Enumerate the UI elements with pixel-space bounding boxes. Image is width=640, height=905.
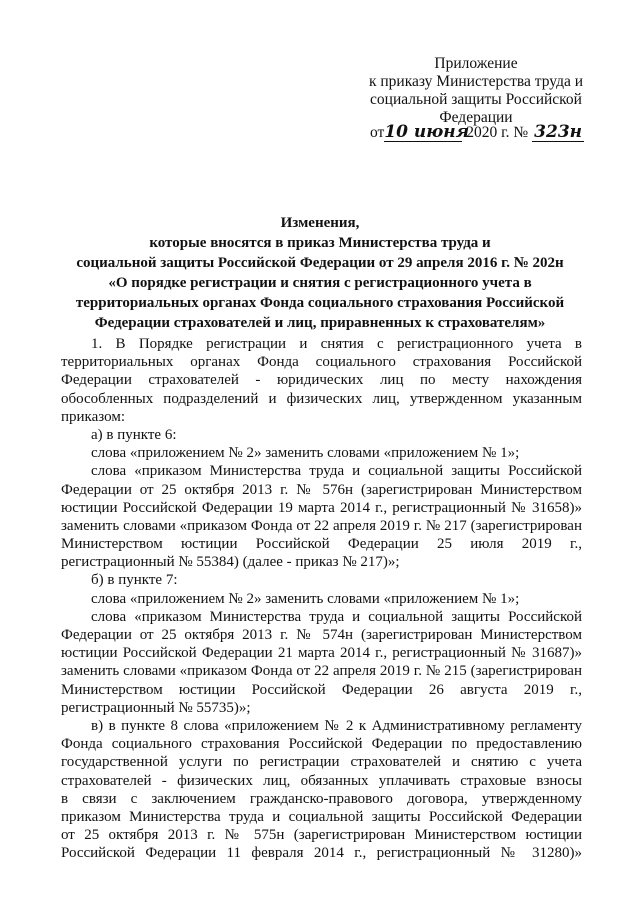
document-title — [40, 213, 600, 333]
title-line: Федерации страхователей и лиц, приравненных к страхователям» — [94, 315, 546, 331]
title-line: которые вносятся в приказ Министерства труда и — [149, 235, 491, 251]
body-line: слова «приложением № 2» заменить словами «приложением № 1»; — [91, 590, 520, 607]
body-line: б) в пункте 7: — [91, 572, 178, 589]
handwritten-order-number: 323н — [532, 124, 584, 142]
body-line: 1. В Порядке регистрации и снятия с регистрационного учета в — [91, 336, 582, 352]
body-line: приказом Министерства труда и социальной защиты Российской Федерации — [61, 808, 582, 825]
body-line: приказом: — [61, 408, 125, 425]
year-text: 2020 г. № — [466, 124, 529, 141]
appendix-line: Приложение — [434, 55, 518, 72]
body-line: в связи с заключением гражданско-правового договора, утвержденному — [61, 790, 582, 807]
body-line: Российской Федерации 11 февраля 2014 г., регистрационный № 31280)» — [61, 845, 582, 862]
body-line: слова «приказом Министерства труда и социальной защиты Российской — [91, 608, 582, 625]
body-line: Министерством юстиции Российской Федерации 26 августа 2019 г., — [61, 681, 582, 698]
body-line: юстиции Российской Федерации 19 марта 2014 г., регистрационный № 31658)» — [61, 499, 582, 516]
body-line: заменить словами «приказом Фонда от 22 апреля 2019 г. № 215 (зарегистрирован — [61, 663, 582, 680]
body-line: регистрационный № 55735)»; — [61, 699, 251, 716]
appendix-line: Федерации — [439, 109, 513, 126]
body-line: юстиции Российской Федерации 21 марта 2014 г., регистрационный № 31687)» — [61, 645, 582, 662]
body-line: слова «приказом Министерства труда и социальной защиты Российской — [91, 463, 582, 480]
order-date-line — [370, 124, 584, 142]
body-line: Федерации страхователей - юридических лиц по месту нахождения — [61, 372, 582, 389]
body-line: слова «приложением № 2» заменить словами «приложением № 1»; — [91, 445, 520, 462]
body-line: Министерством юстиции Российской Федерации 25 июля 2019 г., — [61, 536, 582, 553]
title-line: «О порядке регистрации и снятия с регистрационного учета в — [108, 275, 532, 291]
body-line: страхователей - физических лиц, обязанных уплачивать страховые взносы — [61, 772, 582, 789]
document-body — [61, 335, 582, 862]
body-line: заменить словами «приказом Фонда от 22 апреля 2019 г. № 217 (зарегистрирован — [61, 517, 582, 534]
body-line: регистрационный № 55384) (далее - приказ № 217)»; — [61, 554, 400, 571]
body-line: территориальных органах Фонда социального страхования Российской — [61, 354, 582, 371]
appendix-header — [356, 55, 596, 127]
body-line: от 25 октября 2013 г. № 575н (зарегистрирован Министерством юстиции — [61, 827, 582, 844]
handwritten-date: 10 июня — [384, 122, 470, 142]
body-line: Фонда социального страхования Российской Федерации по предоставлению — [61, 736, 582, 753]
body-line: в) в пункте 8 слова «приложением № 2 к Административному регламенту — [91, 717, 582, 734]
appendix-line: социальной защиты Российской — [370, 91, 582, 108]
body-line: Федерации от 25 октября 2013 г. № 574н (зарегистрирован Министерством — [61, 627, 582, 643]
body-line: обособленных подразделений и физических лиц, утвержденном указанным — [61, 390, 582, 407]
title-line: социальной защиты Российской Федерации от 29 апреля 2016 г. № 202н — [76, 255, 564, 271]
body-line: а) в пункте 6: — [91, 426, 177, 443]
appendix-line: к приказу Министерства труда и — [368, 73, 584, 90]
date-prefix: от — [370, 124, 385, 141]
body-line: государственной услуги по регистрации страхователей и снятию с учета — [61, 754, 582, 771]
title-line: Изменения, — [280, 215, 360, 231]
body-line: Федерации от 25 октября 2013 г. № 576н (зарегистрирован Министерством — [61, 481, 582, 498]
title-line: территориальных органах Фонда социального страхования Российской — [75, 295, 565, 311]
